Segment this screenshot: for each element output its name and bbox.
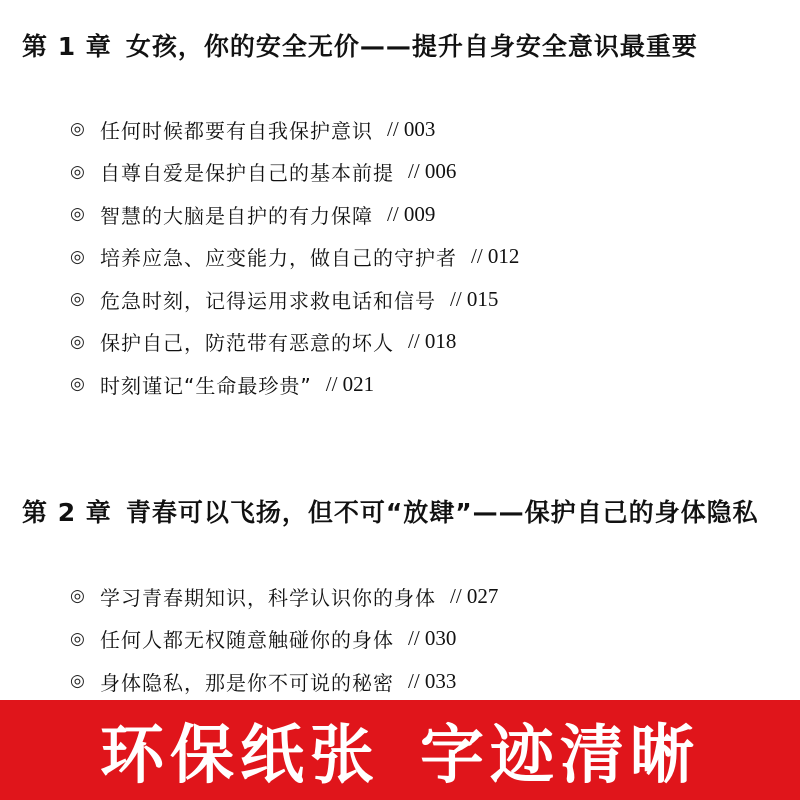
item-page-number: // 006 [408, 159, 457, 184]
double-circle-icon: ◎ [70, 628, 85, 649]
banner-left-text: 环保纸张 [100, 719, 380, 793]
item-page-number: // 027 [450, 583, 499, 608]
item-page-number: // 021 [325, 371, 375, 396]
banner-right-text: 字迹清晰 [420, 719, 700, 793]
item-title: 保护自己，防范带有恶意的坏人 [100, 331, 394, 356]
item-title: 培养应急、应变能力，做自己的守护者 [100, 246, 457, 271]
double-circle-icon: ◎ [70, 331, 85, 352]
item-title: 学习青春期知识，科学认识你的身体 [100, 585, 436, 610]
item-page-number: // 033 [408, 668, 457, 693]
double-circle-icon: ◎ [70, 289, 85, 310]
double-circle-icon: ◎ [70, 204, 85, 225]
list-item[interactable] [70, 321, 519, 364]
double-circle-icon: ◎ [70, 586, 85, 607]
item-page-number: // 012 [471, 244, 520, 269]
double-circle-icon: ◎ [70, 374, 85, 395]
item-title: 任何人都无权随意触碰你的身体 [100, 628, 394, 653]
list-item[interactable] [70, 278, 519, 321]
item-page-number: // 015 [450, 286, 499, 311]
item-title: 危急时刻，记得运用求救电话和信号 [100, 288, 436, 313]
item-page-number: // 009 [387, 201, 436, 226]
item-page-number: // 003 [387, 116, 436, 141]
chapter-2-title: 青春可以飞扬，但不可“放肆”——保护自己的身体隐私 [125, 498, 759, 527]
list-item[interactable] [70, 618, 498, 661]
item-title: 任何时候都要有自我保护意识 [100, 118, 373, 143]
list-item[interactable] [70, 108, 519, 151]
chapter-1-number: 第 1 章 [22, 32, 112, 61]
item-title: 自尊自爱是保护自己的基本前提 [100, 161, 394, 186]
item-title: 智慧的大脑是自护的有力保障 [100, 203, 373, 228]
list-item[interactable] [70, 236, 519, 279]
list-item[interactable] [70, 660, 498, 703]
chapter-2-list [70, 575, 498, 703]
list-item[interactable] [70, 151, 519, 194]
item-page-number: // 030 [408, 626, 457, 651]
item-page-number: // 018 [408, 329, 457, 354]
double-circle-icon: ◎ [70, 246, 85, 267]
item-title: 时刻谨记“生命最珍贵” [100, 373, 312, 398]
chapter-1-heading [22, 32, 698, 62]
promo-banner [0, 700, 800, 800]
item-title: 身体隐私，那是你不可说的秘密 [100, 670, 394, 695]
double-circle-icon: ◎ [70, 161, 85, 182]
chapter-2-number: 第 2 章 [22, 498, 112, 527]
chapter-1-list [70, 108, 519, 406]
chapter-1-title: 女孩，你的安全无价——提升自身安全意识最重要 [125, 32, 698, 61]
list-item[interactable] [70, 193, 519, 236]
list-item[interactable] [70, 363, 519, 406]
list-item[interactable] [70, 575, 498, 618]
chapter-2-heading [22, 498, 759, 528]
double-circle-icon: ◎ [70, 671, 85, 692]
double-circle-icon: ◎ [70, 119, 85, 140]
